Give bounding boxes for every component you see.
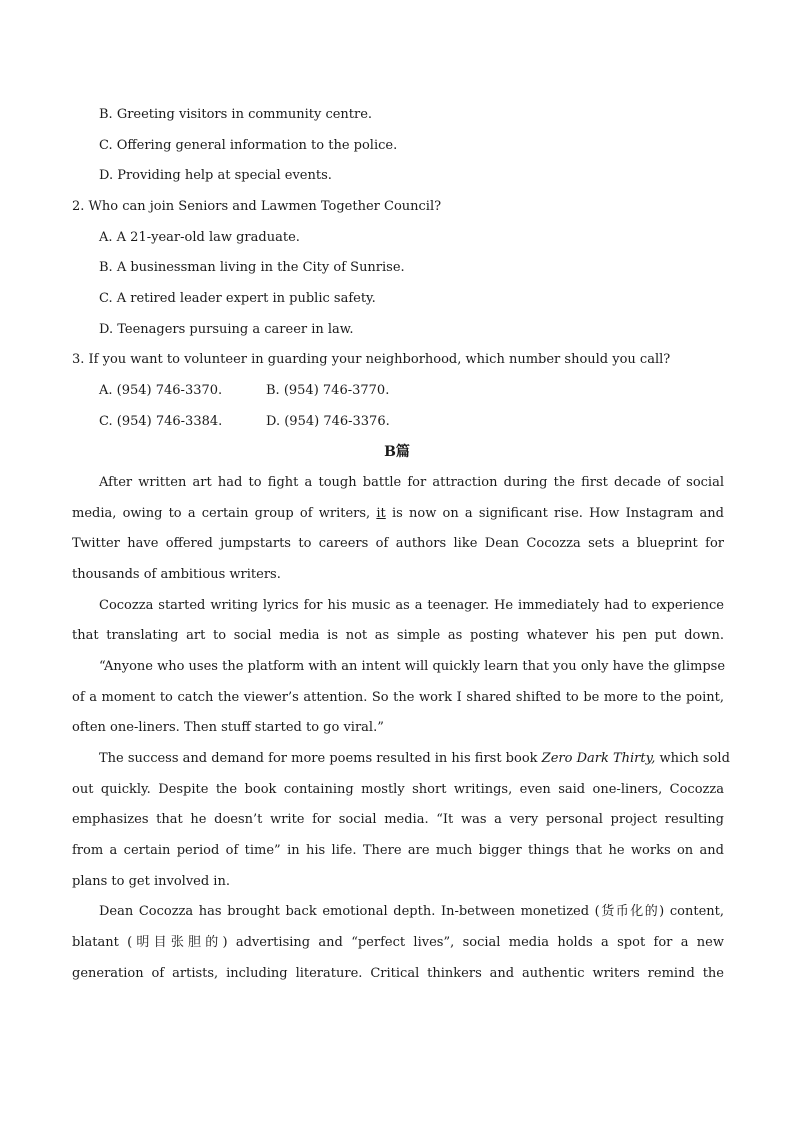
- q1-option-b: B. Greeting visitors in community centre.: [99, 107, 373, 122]
- q3-option-c: C. (954) 746-3384.: [99, 414, 223, 429]
- p1-line-1: After written art had to fight a tough battle for attraction during the first decade of social: [99, 475, 724, 490]
- p4-line-1-part-1: The success and demand for more poems resulted in his first book: [99, 751, 542, 766]
- p5-line-2: blatant (明目张胆的) advertising and “perfect lives”, social media holds a spot for a new: [72, 935, 724, 950]
- book-title: Zero Dark Thirty,: [541, 751, 656, 766]
- p1-line-2-part-1: media, owing to a certain group of writers,: [72, 506, 377, 521]
- q2-option-d: D. Teenagers pursuing a career in law.: [99, 322, 354, 337]
- p2-line-2: that translating art to social media is not as simple as posting whatever his pen put down.: [72, 628, 724, 643]
- p1-line-4: thousands of ambitious writers.: [72, 567, 281, 582]
- p1-line-2-part-3: is now on a significant rise. How Instagram and: [385, 506, 725, 521]
- p4-line-2: out quickly. Despite the book containing mostly short writings, even said one-liners, Cocozza: [72, 782, 724, 797]
- q2-option-c: C. A retired leader expert in public safety.: [99, 291, 376, 306]
- q2-option-a: A. A 21-year-old law graduate.: [99, 230, 300, 245]
- q2-stem: 2. Who can join Seniors and Lawmen Together Council?: [72, 199, 442, 214]
- p3-line-2: of a moment to catch the viewer’s attention. So the work I shared shifted to be more to the point,: [72, 690, 724, 705]
- p1-line-3: Twitter have offered jumpstarts to careers of authors like Dean Cocozza sets a blueprint for: [72, 536, 724, 551]
- p3-line-3: often one-liners. Then stuff started to go viral.”: [72, 720, 384, 735]
- q2-option-b: B. A businessman living in the City of Sunrise.: [99, 260, 405, 275]
- q3-option-b: B. (954) 746-3770.: [266, 383, 390, 398]
- p4-line-5: plans to get involved in.: [72, 874, 230, 889]
- p2-line-1: Cocozza started writing lyrics for his music as a teenager. He immediately had to experience: [99, 598, 724, 613]
- p4-line-3: emphasizes that he doesn’t write for social media. “It was a very personal project resulting: [72, 812, 724, 827]
- p4-line-1-part-3: which sold: [655, 751, 730, 766]
- q1-option-d: D. Providing help at special events.: [99, 168, 332, 183]
- p1-line-2: [72, 506, 724, 522]
- q1-option-c: C. Offering general information to the police.: [99, 138, 398, 153]
- p4-line-4: from a certain period of time” in his life. There are much bigger things that he works on and: [72, 843, 724, 858]
- q3-option-a: A. (954) 746-3370.: [99, 383, 223, 398]
- q3-option-d: D. (954) 746-3376.: [266, 414, 390, 429]
- p5-line-3: generation of artists, including literature. Critical thinkers and authentic writers remind the: [72, 966, 724, 981]
- section-title: B篇: [384, 444, 410, 460]
- p3-line-1: “Anyone who uses the platform with an intent will quickly learn that you only have the glimpse: [99, 659, 726, 674]
- p5-line-1: Dean Cocozza has brought back emotional depth. In-between monetized (货币化的) content,: [99, 904, 724, 919]
- p4-line-1: [99, 751, 730, 767]
- q3-stem: 3. If you want to volunteer in guarding your neighborhood, which number should you call?: [72, 352, 671, 367]
- underlined-pronoun: it: [376, 506, 386, 521]
